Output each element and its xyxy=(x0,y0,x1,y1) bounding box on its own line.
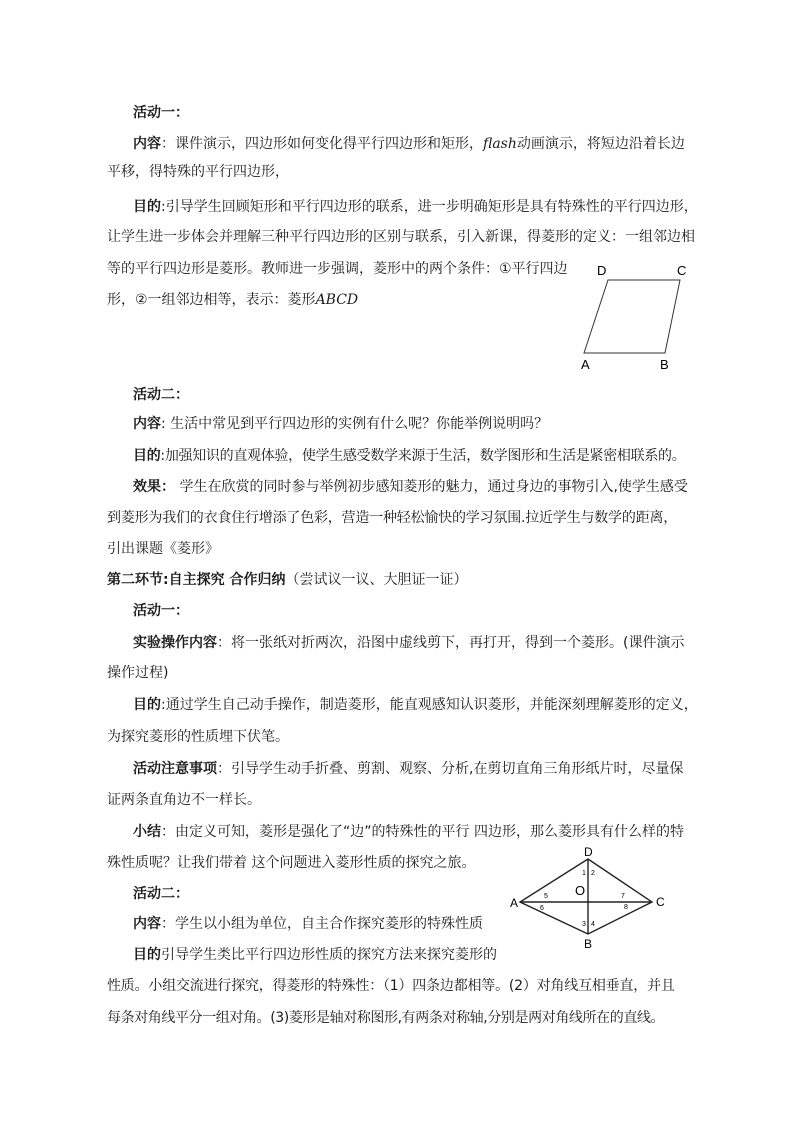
a2-content-line xyxy=(133,414,548,434)
a1-content-text1: ：课件演示，四边形如何变化得平行四边形和矩形， xyxy=(161,136,483,152)
s2-a1-exp-label: 实验操作内容 xyxy=(133,635,217,651)
fig1-label-C: C xyxy=(677,263,687,278)
fig1-label-B: B xyxy=(660,357,669,372)
s2-a2-content-text: ：学生以小组为单位，自主合作探究菱形的特殊性质 xyxy=(161,916,483,932)
s2-a1-goal-line2: 为探究菱形的性质埋下伏笔。 xyxy=(107,729,289,745)
a1-goal-line3: 等的平行四边形是菱形。教师进一步强调，菱形中的两个条件：①平行四边 xyxy=(107,261,568,277)
a2-goal-label: 目的 xyxy=(133,448,161,464)
a1-content-flash: flash xyxy=(483,136,517,152)
fig2-label-C: C xyxy=(656,895,665,909)
rhombus-shape xyxy=(520,859,652,934)
fig2-angle-4: 4 xyxy=(591,921,595,928)
s2-activity1-heading: 活动一： xyxy=(133,603,189,619)
s2-a1-exp-text1: ：将一张纸对折两次，沿图中虚线剪下，再打开，得到一个菱形。(课件演示 xyxy=(217,635,685,651)
s2-a2-goal-label: 目的 xyxy=(133,947,161,963)
rhombus-figure xyxy=(508,842,680,954)
fig2-label-D: D xyxy=(584,845,593,859)
s2-a1-goal-text1: :通过学生自己动手操作，制造菱形，能直观感知认识菱形，并能深刻理解菱形的定义， xyxy=(161,697,698,713)
a1-goal-text1: :引导学生回顾矩形和平行四边形的联系，进一步明确矩形是具有特殊性的平行四边形， xyxy=(161,199,698,215)
s2-a2-goal-line3: 每条对角线平分一组对角。(3)菱形是轴对称图形,有两条对称轴,分别是两对角线所在的直线。 xyxy=(107,1010,665,1026)
s2-a2-goal-line1 xyxy=(133,945,497,965)
s2-a1-summary-text1: ：由定义可知，菱形是强化了“边”的特殊性的平行 四边形，那么菱形具有什么样的特 xyxy=(161,824,684,840)
s2-a2-content-line xyxy=(133,914,483,934)
a1-content-line1 xyxy=(133,134,685,154)
a1-goal-line4 xyxy=(107,290,358,310)
s2-a1-exp-line2: 操作过程) xyxy=(107,665,169,681)
s2-a1-note-text1: ：引导学生动手折叠、剪割、观察、分析,在剪切直角三角形纸片时，尽量保 xyxy=(217,761,684,777)
fig2-label-B: B xyxy=(584,937,593,951)
section2-heading xyxy=(107,570,467,590)
fig2-angle-1: 1 xyxy=(582,870,586,877)
a1-goal-line1 xyxy=(133,197,698,217)
a1-goal-line2: 让学生进一步体会并理解三种平行四边形的区别与联系，引入新课，得菱形的定义：一组邻边相 xyxy=(107,229,695,245)
s2-a2-goal-line2: 性质。小组交流进行探究，得菱形的特殊性：（1）四条边都相等。(2）对角线互相垂直，并且 xyxy=(107,978,675,994)
parallelogram-figure xyxy=(576,258,696,374)
s2-a2-content-label: 内容 xyxy=(133,916,161,932)
s2-a2-goal-text1: 引导学生类比平行四边形性质的探究方法来探究菱形的 xyxy=(161,947,497,963)
s2-a1-note-line1 xyxy=(133,759,683,779)
s2-a1-goal-line1 xyxy=(133,695,698,715)
a2-content-text: : 生活中常见到平行四边形的实例有什么呢？你能举例说明吗？ xyxy=(161,416,549,432)
a1-content-line2: 平移，得特殊的平行四边形， xyxy=(107,164,289,180)
fig1-label-D: D xyxy=(597,263,607,278)
s2-a1-summary-label: 小结 xyxy=(133,824,161,840)
fig1-label-A: A xyxy=(581,357,590,372)
fig2-angle-2: 2 xyxy=(591,870,595,877)
fig2-angle-3: 3 xyxy=(582,921,586,928)
s2-activity2-heading: 活动二： xyxy=(133,886,189,902)
a2-effect-text1: 学生在欣赏的同时参与举例初步感知菱形的魅力，通过身边的事物引入,使学生感受 xyxy=(175,479,688,495)
a2-goal-text: :加强知识的直观体验，使学生感受数学来源于生活，数学图形和生活是紧密相联系的。 xyxy=(160,448,686,464)
a2-effect-label: 效果： xyxy=(133,479,175,495)
a2-effect-line1 xyxy=(133,477,688,497)
a1-goal-abcd: ABCD xyxy=(315,292,359,308)
fig2-label-O: O xyxy=(575,883,586,898)
s2-a1-goal-label: 目的 xyxy=(133,697,161,713)
fig2-angle-7: 7 xyxy=(621,893,625,900)
a1-content-text1b: 动画演示，将短边沿着长边 xyxy=(516,136,685,152)
s2-a1-note-line2: 证两条直角边不一样长。 xyxy=(107,792,261,808)
s2-a1-summary-line2: 殊性质呢？让我们带着 这个问题进入菱形性质的探究之旅。 xyxy=(107,855,476,871)
fig2-label-A: A xyxy=(510,896,519,910)
activity1-heading: 活动一： xyxy=(133,105,189,121)
fig2-angle-5: 5 xyxy=(544,893,548,900)
parallelogram-shape xyxy=(584,280,680,353)
a2-goal-line xyxy=(133,446,685,466)
s2-a1-summary-line1 xyxy=(133,822,684,842)
a2-content-label: 内容 xyxy=(133,416,161,432)
a2-effect-line2: 到菱形为我们的衣食住行增添了色彩，营造一种轻松愉快的学习氛围.拉近学生与数学的距离， xyxy=(107,510,678,526)
a2-effect-line3: 引出课题《菱形》 xyxy=(107,541,219,557)
a1-goal-text4: 形，②一组邻边相等，表示：菱形 xyxy=(107,292,316,308)
fig2-angle-8: 8 xyxy=(624,904,628,911)
s2-a1-note-label: 活动注意事项 xyxy=(133,761,217,777)
activity2-heading: 活动二： xyxy=(133,387,189,403)
s2-a1-exp-line1 xyxy=(133,633,684,653)
a1-content-label: 内容 xyxy=(133,136,161,152)
a1-goal-label: 目的 xyxy=(133,199,161,215)
section2-sub: （尝试议一议、大胆证一证） xyxy=(285,572,468,588)
section2-label: 第二环节:自主探究 合作归纳 xyxy=(107,572,286,588)
fig2-angle-6: 6 xyxy=(540,905,544,912)
